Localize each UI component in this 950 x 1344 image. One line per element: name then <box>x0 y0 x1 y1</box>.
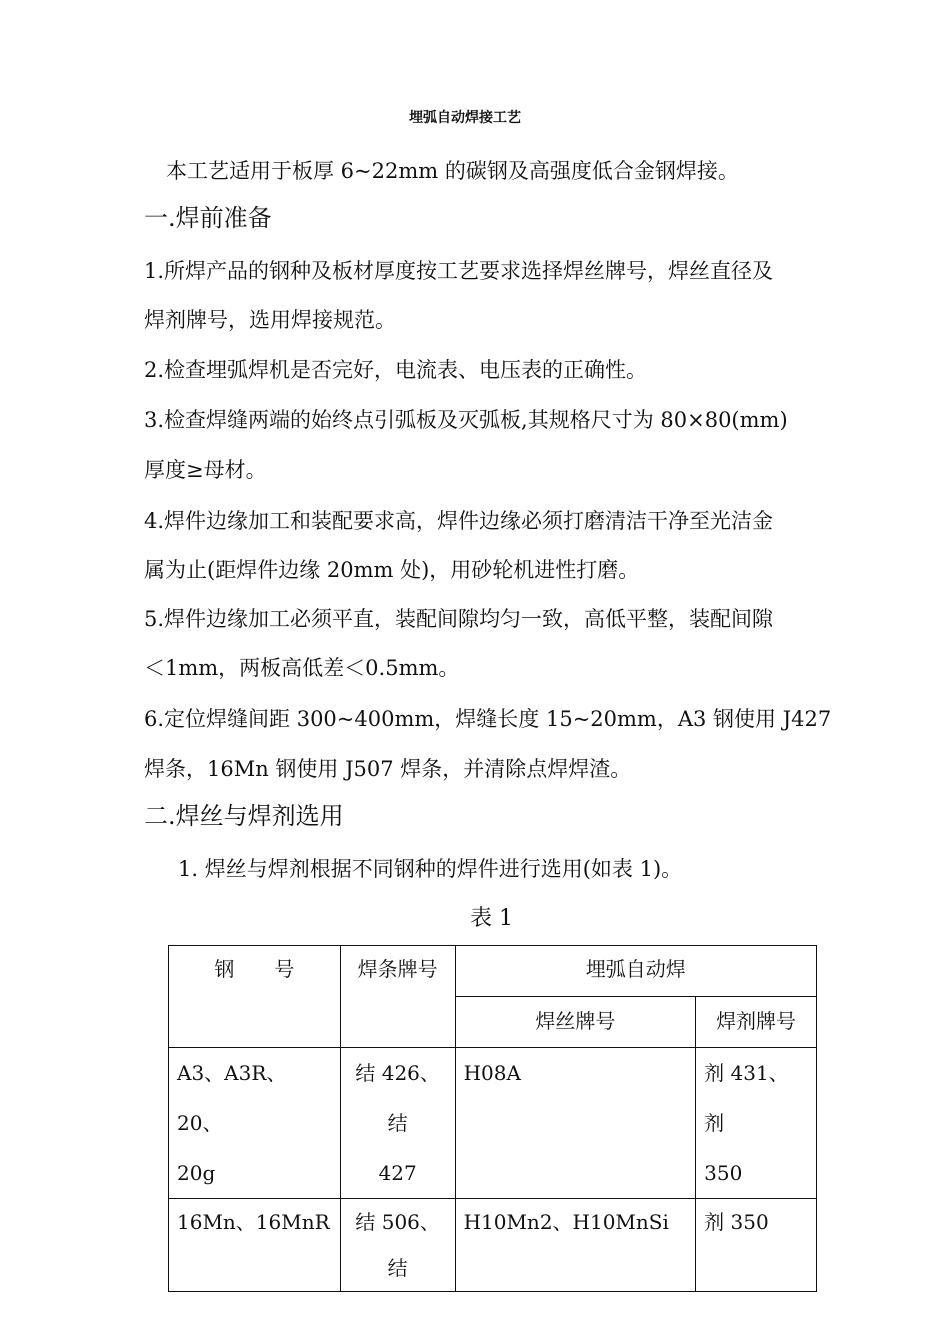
cell-rod-line1: 结 426、结 <box>355 1061 440 1135</box>
cell-wire: H10Mn2、H10MnSi <box>455 1199 696 1292</box>
item4-line2: 属为止(距焊件边缘 20mm 处)，用砂轮机进性打磨。 <box>144 558 640 582</box>
item5-line2: ＜1mm，两板高低差＜0.5mm。 <box>144 656 460 680</box>
section2-heading: 二.焊丝与焊剂选用 <box>144 802 344 830</box>
item3-line1: 3.检查焊缝两端的始终点引弧板及灭弧板,其规格尺寸为 80×80(mm) <box>144 408 788 432</box>
header-saw: 埋弧自动焊 <box>455 946 816 997</box>
cell-steel-line2: 20g <box>177 1161 216 1185</box>
cell-flux-line1: 剂 431、剂 <box>704 1061 789 1135</box>
item2: 2.检查埋弧焊机是否完好，电流表、电压表的正确性。 <box>144 358 648 382</box>
item3-line2: 厚度≥母材。 <box>144 458 267 482</box>
cell-flux <box>696 1048 817 1199</box>
header-flux: 焊剂牌号 <box>696 997 817 1048</box>
document-title: 埋弧自动焊接工艺 <box>409 110 521 126</box>
item6-line2: 焊条，16Mn 钢使用 J507 焊条，并清除点焊焊渣。 <box>144 757 632 781</box>
item5-line1: 5.焊件边缘加工必须平直，装配间隙均匀一致，高低平整，装配间隙 <box>144 607 774 631</box>
intro-paragraph: 本工艺适用于板厚 6~22mm 的碳钢及高强度低合金钢焊接。 <box>166 159 739 183</box>
cell-rod-line2: 427 <box>378 1161 417 1185</box>
cell-wire: H08A <box>455 1048 696 1199</box>
item4-line1: 4.焊件边缘加工和装配要求高，焊件边缘必须打磨清洁干净至光洁金 <box>144 509 774 533</box>
header-steel: 钢 号 <box>169 946 341 1048</box>
cell-rod: 结 506、结 <box>340 1199 455 1292</box>
table-row <box>169 1048 817 1199</box>
table-caption: 表 1 <box>470 906 513 931</box>
cell-flux: 剂 350 <box>696 1199 817 1292</box>
cell-steel <box>169 1048 341 1199</box>
section1-heading: 一.焊前准备 <box>144 204 272 232</box>
cell-steel: 16Mn、16MnR <box>169 1199 341 1292</box>
table-row <box>169 1199 817 1292</box>
cell-rod <box>340 1048 455 1199</box>
cell-flux-line2: 350 <box>704 1161 743 1185</box>
item6-line1: 6.定位焊缝间距 300~400mm，焊缝长度 15~20mm，A3 钢使用 J427 <box>144 707 832 731</box>
cell-steel-line1: A3、A3R、20、 <box>177 1061 287 1135</box>
section2-item1: 1. 焊丝与焊剂根据不同钢种的焊件进行选用(如表 1)。 <box>178 857 683 881</box>
item1-line1: 1.所焊产品的钢种及板材厚度按工艺要求选择焊丝牌号，焊丝直径及 <box>144 259 774 283</box>
item1-line2: 焊剂牌号，选用焊接规范。 <box>144 308 396 332</box>
table-header-row <box>169 946 817 997</box>
weld-material-table <box>168 945 817 1292</box>
header-wire: 焊丝牌号 <box>455 997 696 1048</box>
header-rod: 焊条牌号 <box>340 946 455 1048</box>
